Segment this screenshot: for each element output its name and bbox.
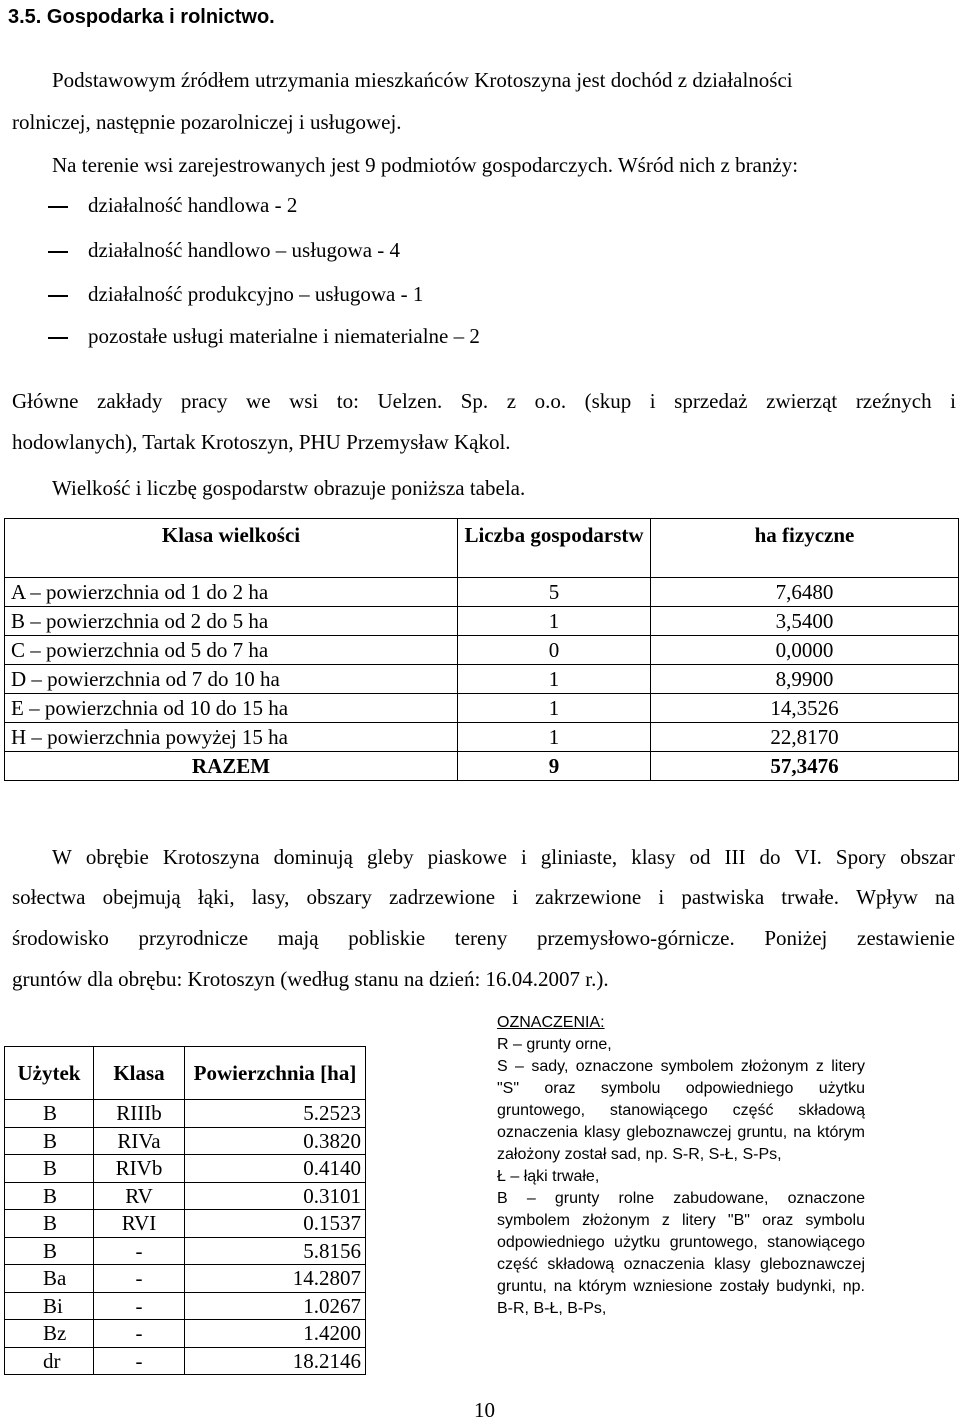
- farm-table-header-class: Klasa wielkości: [5, 519, 458, 578]
- word: III: [724, 845, 746, 869]
- table-cell: H – powierzchnia powyżej 15 ha: [5, 723, 458, 752]
- table-cell: Bz: [5, 1320, 94, 1348]
- word: o.o.: [534, 389, 567, 413]
- table-cell: B: [5, 1210, 94, 1238]
- word: Spory: [835, 845, 887, 869]
- table-row: [5, 1100, 366, 1128]
- word: pastwiska: [681, 885, 765, 909]
- word: Sp.: [460, 389, 489, 413]
- paragraph-income-line1: Podstawowym źródłem utrzymania mieszkańców Krotoszyna jest dochód z działalności: [52, 68, 793, 92]
- table-cell: 5.2523: [185, 1100, 366, 1128]
- table-cell: dr: [5, 1347, 94, 1375]
- table-cell: 14.2807: [185, 1265, 366, 1293]
- table-row: [5, 1182, 366, 1210]
- word: przemysłowo-górnicze.: [537, 926, 735, 950]
- farm-table-header-area: ha fizyczne: [651, 519, 959, 578]
- table-cell: 7,6480: [651, 578, 959, 607]
- legend-entry: S – sady, oznaczone symbolem złożonym z litery "S" oraz symbolu odpowiedniego użytku gruntowego, stanowiącego część składową oznaczenia klasy gleboznawczej gruntu, na którym założony został sad, np. S-R, S-Ł, S-Ps,: [497, 1058, 865, 1163]
- table-cell: RVI: [94, 1210, 185, 1238]
- total-cell: RAZEM: [5, 752, 458, 781]
- word: gleby: [366, 845, 414, 869]
- table-cell: RV: [94, 1182, 185, 1210]
- dash-bullet-icon: [48, 337, 68, 339]
- table-row: [5, 1210, 366, 1238]
- word: zwierząt: [766, 389, 838, 413]
- legend-entry: Ł – łąki trwałe,: [497, 1168, 600, 1185]
- word: dominują: [273, 845, 353, 869]
- table-cell: RIVb: [94, 1155, 185, 1183]
- word: i: [658, 885, 665, 909]
- table-cell: 3,5400: [651, 607, 959, 636]
- table-cell: -: [94, 1320, 185, 1348]
- word: we: [246, 389, 271, 413]
- table-row: [5, 665, 959, 694]
- legend-entry: B – grunty rolne zabudowane, oznaczone symbolem złożonym z litery "B" oraz symbolu odpowiedniego użytku gruntowego, stanowiącego część składową oznaczenia klasy gleboznawczej gruntu, na którym wzniesione zostały budynki, np. B-R, B-Ł, B-Ps,: [497, 1190, 865, 1317]
- dash-bullet-icon: [48, 251, 68, 253]
- land-table-header-class: Klasa: [94, 1047, 185, 1100]
- word: i: [512, 885, 519, 909]
- table-row: [5, 694, 959, 723]
- table-row: [5, 1127, 366, 1155]
- table-row: [5, 723, 959, 752]
- table-cell: 0: [458, 636, 651, 665]
- word: rzeźnych: [855, 389, 932, 413]
- table-cell: 18.2146: [185, 1347, 366, 1375]
- table-cell: -: [94, 1237, 185, 1265]
- table-cell: 0.3101: [185, 1182, 366, 1210]
- legend-title: OZNACZENIA:: [497, 1014, 605, 1031]
- word: tereny: [454, 926, 508, 950]
- paragraph-soils-line1: [52, 845, 955, 870]
- word: do: [759, 845, 781, 869]
- table-row: [5, 1320, 366, 1348]
- table-cell: -: [94, 1292, 185, 1320]
- word: środowisko: [12, 926, 109, 950]
- word: obrębie: [85, 845, 149, 869]
- word: sprzedaż: [674, 389, 748, 413]
- word: wsi: [289, 389, 319, 413]
- table-row: [5, 1347, 366, 1375]
- table-cell: 1.4200: [185, 1320, 366, 1348]
- table-row: [5, 636, 959, 665]
- word: sołectwa: [12, 885, 86, 909]
- dash-bullet-icon: [48, 206, 68, 208]
- table-cell: 1: [458, 665, 651, 694]
- table-row: [5, 1265, 366, 1293]
- table-cell: -: [94, 1265, 185, 1293]
- word: Główne: [12, 389, 79, 413]
- word: mają: [277, 926, 319, 950]
- word: pracy: [180, 389, 228, 413]
- paragraph-employers-line2: hodowlanych), Tartak Krotoszyn, PHU Przemysław Kąkol.: [12, 430, 511, 454]
- word: obszary: [306, 885, 372, 909]
- table-cell: 1.0267: [185, 1292, 366, 1320]
- page-number: 10: [474, 1398, 495, 1422]
- farm-size-table: [4, 518, 959, 781]
- table-cell: B – powierzchnia od 2 do 5 ha: [5, 607, 458, 636]
- table-cell: -: [94, 1347, 185, 1375]
- paragraph-employers-line1: [12, 389, 956, 414]
- table-cell: B: [5, 1155, 94, 1183]
- table-cell: 0.3820: [185, 1127, 366, 1155]
- word: od: [689, 845, 711, 869]
- word: Poniżej: [764, 926, 828, 950]
- total-cell: 57,3476: [651, 752, 959, 781]
- total-cell: 9: [458, 752, 651, 781]
- word: piaskowe: [427, 845, 507, 869]
- word: VI.: [794, 845, 822, 869]
- paragraph-soils-line3: [12, 926, 955, 951]
- dash-bullet-icon: [48, 295, 68, 297]
- table-cell: E – powierzchnia od 10 do 15 ha: [5, 694, 458, 723]
- table-cell: 5.8156: [185, 1237, 366, 1265]
- word: (skup: [584, 389, 632, 413]
- table-cell: 0.4140: [185, 1155, 366, 1183]
- table-cell: A – powierzchnia od 1 do 2 ha: [5, 578, 458, 607]
- list-item-text: pozostałe usługi materialne i niematerialne – 2: [88, 324, 480, 348]
- list-item-text: działalność handlowa - 2: [88, 193, 298, 217]
- table-cell: B: [5, 1182, 94, 1210]
- table-row: [5, 1155, 366, 1183]
- table-cell: C – powierzchnia od 5 do 7 ha: [5, 636, 458, 665]
- word: z: [506, 389, 517, 413]
- word: obszar: [900, 845, 955, 869]
- legend-notes: [497, 1012, 865, 1320]
- word: zadrzewione: [388, 885, 496, 909]
- table-cell: 8,9900: [651, 665, 959, 694]
- land-table-header-area: Powierzchnia [ha]: [185, 1047, 366, 1100]
- paragraph-table-intro: Wielkość i liczbę gospodarstw obrazuje poniższa tabela.: [52, 476, 526, 500]
- section-heading: 3.5. Gospodarka i rolnictwo.: [8, 6, 275, 28]
- table-cell: 1: [458, 694, 651, 723]
- table-cell: RIIIb: [94, 1100, 185, 1128]
- paragraph-soils-line2: [12, 885, 955, 910]
- word: W: [52, 845, 72, 869]
- list-item-text: działalność handlowo – usługowa - 4: [88, 238, 401, 262]
- word: trwałe.: [781, 885, 839, 909]
- table-cell: B: [5, 1237, 94, 1265]
- word: przyrodnicze: [138, 926, 249, 950]
- word: Uelzen.: [377, 389, 443, 413]
- word: lasy,: [251, 885, 290, 909]
- word: łąki,: [197, 885, 235, 909]
- table-cell: 5: [458, 578, 651, 607]
- word: Wpływ: [856, 885, 918, 909]
- table-cell: B: [5, 1100, 94, 1128]
- paragraph-entities: Na terenie wsi zarejestrowanych jest 9 podmiotów gospodarczych. Wśród nich z branży:: [52, 153, 799, 177]
- word: i: [649, 389, 656, 413]
- word: gliniaste,: [540, 845, 618, 869]
- list-item-text: działalność produkcyjno – usługowa - 1: [88, 282, 424, 306]
- table-cell: RIVa: [94, 1127, 185, 1155]
- word: pobliskie: [348, 926, 426, 950]
- table-row: [5, 578, 959, 607]
- table-cell: Bi: [5, 1292, 94, 1320]
- legend-entry: R – grunty orne,: [497, 1036, 612, 1053]
- paragraph-income-line2: rolniczej, następnie pozarolniczej i usługowej.: [12, 110, 402, 134]
- word: i: [950, 389, 956, 413]
- table-row: [5, 1292, 366, 1320]
- word: Krotoszyna: [162, 845, 260, 869]
- farm-table-header-count: Liczba gospodarstw: [458, 519, 651, 578]
- word: obejmują: [102, 885, 181, 909]
- table-cell: 0,0000: [651, 636, 959, 665]
- table-cell: D – powierzchnia od 7 do 10 ha: [5, 665, 458, 694]
- table-cell: B: [5, 1127, 94, 1155]
- table-cell: Ba: [5, 1265, 94, 1293]
- table-row: [5, 1237, 366, 1265]
- table-cell: 0.1537: [185, 1210, 366, 1238]
- word: i: [520, 845, 527, 869]
- table-cell: 22,8170: [651, 723, 959, 752]
- land-table-header-use: Użytek: [5, 1047, 94, 1100]
- table-cell: 1: [458, 607, 651, 636]
- word: na: [935, 885, 955, 909]
- word: zestawienie: [857, 926, 955, 950]
- table-row: [5, 607, 959, 636]
- word: to:: [336, 389, 359, 413]
- table-cell: 1: [458, 723, 651, 752]
- word: zakłady: [97, 389, 163, 413]
- paragraph-soils-line4: gruntów dla obrębu: Krotoszyn (według stanu na dzień: 16.04.2007 r.).: [12, 967, 609, 991]
- table-total-row: [5, 752, 959, 781]
- word: klasy: [631, 845, 676, 869]
- word: zakrzewione: [535, 885, 642, 909]
- table-cell: 14,3526: [651, 694, 959, 723]
- land-use-table: [4, 1046, 366, 1375]
